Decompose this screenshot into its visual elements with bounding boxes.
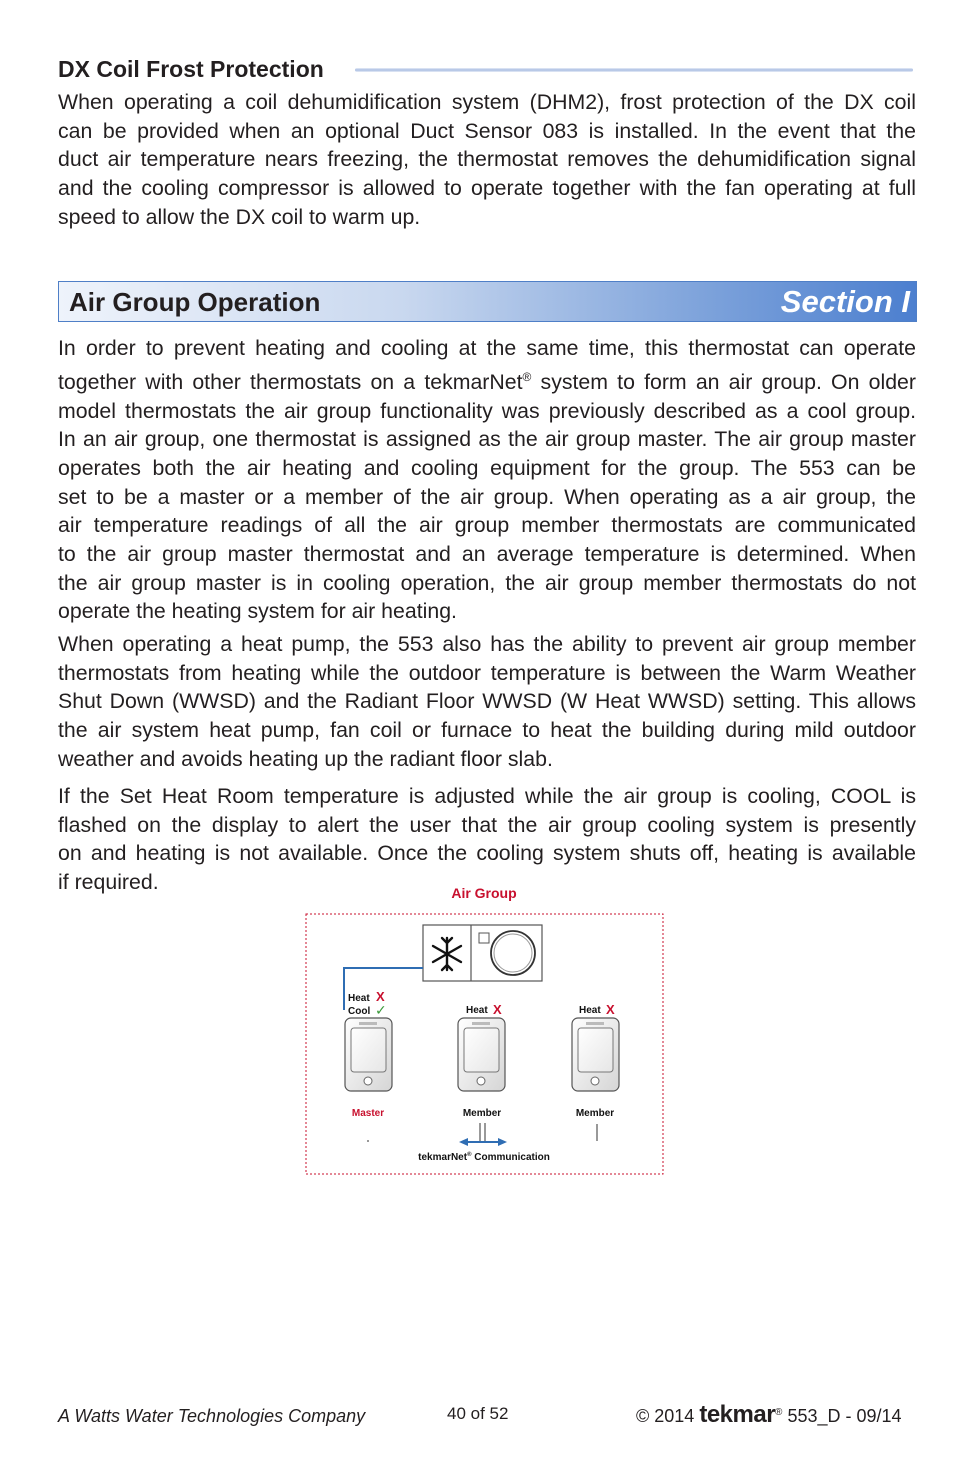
footer-company: A Watts Water Technologies Company	[58, 1406, 366, 1426]
dx-coil-heading: DX Coil Frost Protection	[58, 56, 324, 82]
text-fragment: system to form an air group. On older	[531, 369, 916, 394]
text-line: thermostats from heating while the outdoor temperature is between the Warm Weather	[58, 660, 916, 685]
text-line: speed to allow the DX coil to warm up.	[58, 204, 421, 229]
air-group-diagram	[300, 878, 670, 1180]
heading-rule	[355, 68, 913, 72]
text-line: if required.	[58, 870, 159, 895]
text-line: the air group master is in cooling operation, the air group member thermostats do not	[58, 570, 916, 595]
text-line: weather and avoids heating up the radiant floor slab.	[58, 746, 553, 771]
member-thermostat	[458, 1002, 505, 1119]
member-thermostat	[572, 1002, 619, 1119]
master-heat-x-icon: X	[376, 989, 385, 1004]
air-group-paragraph-1	[58, 334, 916, 626]
arrow-left-icon	[459, 1138, 468, 1146]
text-line: set to be a master or a member of the air group. When operating as a air group, the	[58, 484, 916, 509]
master-heat-label: Heat	[348, 993, 370, 1004]
air-group-heading: Air Group Operation	[69, 287, 321, 317]
dx-coil-paragraph	[58, 88, 916, 232]
registered-mark: ®	[522, 369, 532, 384]
text-line: to the air group master thermostat and an average temperature is determined. When	[58, 542, 916, 567]
text-line	[58, 363, 916, 397]
member-label: Member	[575, 1108, 615, 1119]
communication-reg-mark: ®	[467, 1152, 472, 1158]
text-line: Shut Down (WWSD) and the Radiant Floor WWSD (W Heat WWSD) setting. This allows	[58, 689, 916, 714]
brand-reg-mark: ®	[775, 1407, 783, 1418]
tekmar-logo: tekmar	[699, 1401, 776, 1428]
hvac-unit	[423, 925, 542, 981]
footer-page-number: 40 of 52	[447, 1404, 509, 1423]
master-cool-check-icon: ✓	[375, 1002, 387, 1018]
diagram-title: Air Group	[451, 885, 517, 901]
text-line: operates both the air heating and cooling equipment for the group. The 553 can be	[58, 455, 916, 480]
text-line: duct air temperature nears freezing, the thermostat removes the dehumidification signal	[58, 147, 916, 172]
text-line: air temperature readings of all the air group member thermostats are communicated	[58, 513, 916, 538]
text-line: on and heating is not available. Once the cooling system shuts off, heating is available	[58, 841, 916, 866]
text-line: operate the heating system for air heating.	[58, 599, 457, 624]
master-cool-label: Cool	[348, 1006, 371, 1017]
text-line: In order to prevent heating and cooling at the same time, this thermostat can operate	[58, 336, 916, 360]
section-label: Section I	[780, 284, 910, 319]
communication-suffix: Communication	[471, 1152, 550, 1163]
communication-name: tekmarNet	[418, 1152, 468, 1163]
arrow-right-icon	[498, 1138, 507, 1146]
text-line: and the cooling compressor is allowed to operate together with the fan operating at full	[58, 176, 916, 201]
member-heat-label: Heat	[579, 1005, 601, 1016]
text-line: If the Set Heat Room temperature is adjusted while the air group is cooling, COOL is	[58, 784, 916, 808]
member-heat-x-icon: X	[606, 1002, 615, 1017]
text-line: the air system heat pump, fan coil or furnace to heat the building during mild outdoor	[58, 718, 916, 743]
member-heat-label: Heat	[466, 1005, 488, 1016]
text-fragment: together with other thermostats on a tekmarNet	[58, 369, 523, 394]
text-line: model thermostats the air group functionality was previously described as a cool group.	[58, 398, 916, 423]
footer-copyright	[636, 1402, 902, 1427]
doc-code: 553_D - 09/14	[787, 1406, 902, 1426]
copyright-year: © 2014	[636, 1406, 695, 1426]
text-line: flashed on the display to alert the user that the air group cooling system is presently	[58, 812, 916, 837]
member-heat-x-icon: X	[493, 1002, 502, 1017]
text-line: When operating a heat pump, the 553 also has the ability to prevent air group member	[58, 632, 916, 656]
communication-label	[418, 1151, 550, 1163]
air-group-paragraph-2	[58, 630, 916, 774]
master-label: Master	[351, 1108, 385, 1119]
master-thermostat	[345, 989, 392, 1119]
text-line: In an air group, one thermostat is assigned as the air group master. The air group master	[58, 427, 916, 452]
text-line: can be provided when an optional Duct Sensor 083 is installed. In the event that the	[58, 118, 916, 143]
text-line: When operating a coil dehumidification system (DHM2), frost protection of the DX coil	[58, 90, 916, 114]
member-label: Member	[462, 1108, 502, 1119]
communication-bus	[368, 1123, 597, 1163]
